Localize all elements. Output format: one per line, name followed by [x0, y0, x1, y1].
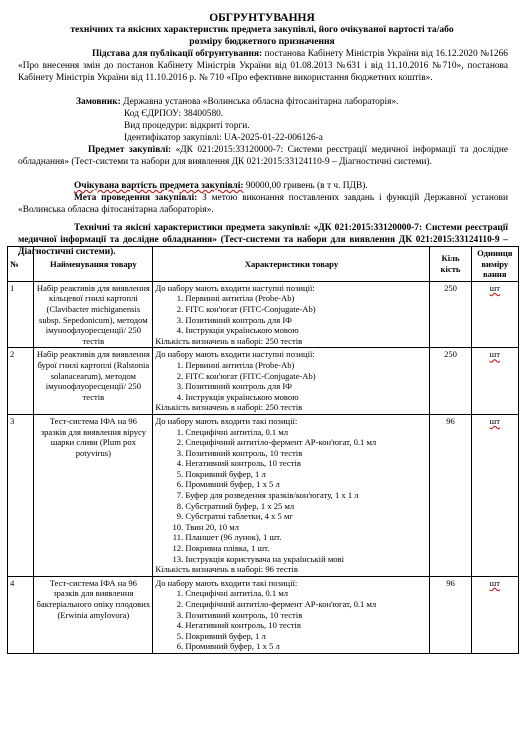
unit-of-measure: шт [471, 414, 518, 576]
unit-of-measure: шт [471, 348, 518, 415]
list-item: 1. Первинні антитіла (Probe-Ab) [185, 360, 427, 371]
unit-of-measure: шт [471, 576, 518, 653]
subject-value: «ДК 021:2015:33120000-7: Системи реєстрації медичної інформації та дослідне обладнання» (Тест-системи та набори для виявлення ДК 021:2015:33124110-9 – Діагностичні системи). [18, 145, 509, 167]
purpose-label: Мета проведення закупівлі: [74, 193, 198, 203]
table-header-row [8, 247, 519, 282]
edrpou-line: Код ЄДРПОУ: 38400580. [124, 109, 224, 119]
basis-paragraph [18, 48, 508, 84]
header-number: № [8, 247, 34, 282]
list-item: 2. FITC кон'югат (FITC-Conjugate-Ab) [185, 371, 427, 382]
product-name: Тест-система ІФА на 96 зразків для виявлення бактеріального опіку плодових (Erwinia amylovora) [34, 576, 153, 653]
list-item: 4. Інструкція українською мовою [185, 392, 427, 403]
list-item: 5. Покривний буфер, 1 л [185, 469, 427, 480]
characteristics-intro: До набору мають входити наступні позиції: [155, 282, 315, 293]
characteristics-list [155, 293, 427, 335]
subject-paragraph [18, 144, 508, 168]
subject-label: Предмет закупівлі: [88, 145, 172, 155]
list-item: 2. FITC кон'югат (FITC-Conjugate-Ab) [185, 304, 427, 315]
list-item: 1. Специфічні антитіла, 0.1 мл [185, 427, 427, 438]
list-item: 7. Буфер для розведення зразків/кон'югату, 1 х 1 л [185, 490, 427, 501]
list-item: 6. Промивний буфер, 1 х 5 л [185, 641, 427, 652]
list-item: 1. Специфічні антитіла, 0.1 мл [185, 588, 427, 599]
list-item: 4. Інструкція українською мовою [185, 325, 427, 336]
cost-value: 90000,00 гривень (в т ч. ПДВ). [243, 181, 368, 191]
list-item: 4. Негативний контроль, 10 тестів [185, 458, 427, 469]
product-name: Набір реактивів для виявлення бурої гнилі картоплі (Ralstonia solanacearum), методом імуноофлуоресценції/ 250 тестів [34, 348, 153, 415]
header-quantity: Кіль кість [430, 247, 471, 282]
document-title: ОБГРУНТУВАННЯ [209, 12, 315, 24]
product-characteristics [153, 281, 430, 348]
characteristics-total: Кількість визначень в наборі: 96 тестів [155, 564, 298, 575]
purpose-paragraph [18, 192, 508, 216]
customer-line [18, 96, 508, 108]
table-row [8, 414, 519, 576]
characteristics-intro: До набору мають входити такі позиції: [155, 577, 298, 588]
cost-label: Очікувана вартість предмета закупівлі: [74, 181, 244, 191]
quantity: 250 [430, 348, 471, 415]
characteristics-list [155, 588, 427, 652]
product-name: Набір реактивів для виявлення кільцевої гнилі картоплі (Clavibacter michiganensis subsp. Sepedonicum), методом імуноофлуоресценції/ 250 тестів [34, 281, 153, 348]
quantity: 250 [430, 281, 471, 348]
list-item: 2. Специфічний антитіло-фермент AP-кон'югат, 0.1 мл [185, 437, 427, 448]
row-number: 1 [8, 281, 34, 348]
header-unit: Одиниця виміру вання [471, 247, 518, 282]
list-item: 9. Субстратні таблетки, 4 х 5 мг [185, 511, 427, 522]
list-item: 11. Планшет (96 лунок), 1 шт. [185, 532, 427, 543]
header-name: Найменування товару [34, 247, 153, 282]
quantity: 96 [430, 414, 471, 576]
table-row [8, 348, 519, 415]
list-item: 13. Інструкція користувача на українській мові [185, 554, 427, 565]
product-characteristics [153, 576, 430, 653]
list-item: 1. Первинні антитіла (Probe-Ab) [185, 293, 427, 304]
list-item: 8. Субстратний буфер, 1 х 25 мл [185, 501, 427, 512]
header-characteristics: Характеристики товару [153, 247, 430, 282]
characteristics-list [155, 360, 427, 402]
characteristics-intro: До набору мають входити такі позиції: [155, 415, 298, 426]
list-item: 3. Позитивний контроль, 10 тестів [185, 448, 427, 459]
unit-of-measure: шт [471, 281, 518, 348]
document-subtitle-line-2: розміру бюджетного призначення [189, 36, 335, 47]
table-row [8, 576, 519, 653]
list-item: 3. Позитивний контроль для ІФ [185, 315, 427, 326]
list-item: 4. Негативний контроль, 10 тестів [185, 620, 427, 631]
technical-heading: Технічні та якісні характеристики предмета закупівлі: «ДК 021:2015:33120000-7: Системи реєстрації медичної інформації та дослідне обладнання» (Тест-системи та набори для виявлення ДК 021:2015:33124110-9 – Діагностичні системи). [18, 223, 508, 257]
list-item: 3. Позитивний контроль, 10 тестів [185, 610, 427, 621]
characteristics-total: Кількість визначень в наборі: 250 тестів [155, 402, 303, 413]
specification-table [7, 246, 519, 654]
list-item: 3. Позитивний контроль для ІФ [185, 381, 427, 392]
customer-label: Замовник: [76, 97, 121, 107]
product-characteristics [153, 348, 430, 415]
row-number: 2 [8, 348, 34, 415]
cost-line [18, 180, 508, 192]
list-item: 5. Покривний буфер, 1 л [185, 631, 427, 642]
list-item: 12. Покривна плівка, 1 шт. [185, 543, 427, 554]
characteristics-list [155, 427, 427, 565]
characteristics-intro: До набору мають входити наступні позиції: [155, 349, 315, 360]
basis-label: Підстава для публікації обгрунтування: [92, 49, 263, 59]
list-item: 10. Твин 20, 10 мл [185, 522, 427, 533]
document-subtitle-line-1: технічних та якісних характеристик предмета закупівлі, його очікуваної вартості та/або [70, 24, 454, 35]
product-characteristics [153, 414, 430, 576]
row-number: 3 [8, 414, 34, 576]
customer-value: Державна установа «Волинська обласна фітосанітарна лабораторія». [120, 97, 399, 107]
list-item: 2. Специфічний антитіло-фермент AP-кон'югат, 0.1 мл [185, 599, 427, 610]
purpose-value: З метою виконання поставлених завдань і функцій Державної установи «Волинська обласна фітосанітарна лабораторія». [18, 193, 508, 215]
basis-text: постанова Кабінету Міністрів України від 16.12.2020 №1266 «Про внесення змін до постанов Кабінету Міністрів України від 01.08.2013 №631 і від 11.10.2016 №710», постанова Кабінету Міністрів України від 11.10.2016 р. № 710 «Про ефективне використання бюджетних коштів». [18, 49, 508, 83]
procedure-line: Вид процедури: відкриті торги. [124, 121, 250, 131]
characteristics-total: Кількість визначень в наборі: 250 тестів [155, 335, 303, 346]
list-item: 6. Промивний буфер, 1 х 5 л [185, 479, 427, 490]
row-number: 4 [8, 576, 34, 653]
table-body [8, 281, 519, 653]
quantity: 96 [430, 576, 471, 653]
table-row [8, 281, 519, 348]
product-name: Тест-система ІФА на 96 зразків для виявлення вірусу шарки сливи (Plum pox potyvirus) [34, 414, 153, 576]
procurement-id-line: Ідентифікатор закупівлі: UA-2025-01-22-006126-a [124, 133, 323, 143]
